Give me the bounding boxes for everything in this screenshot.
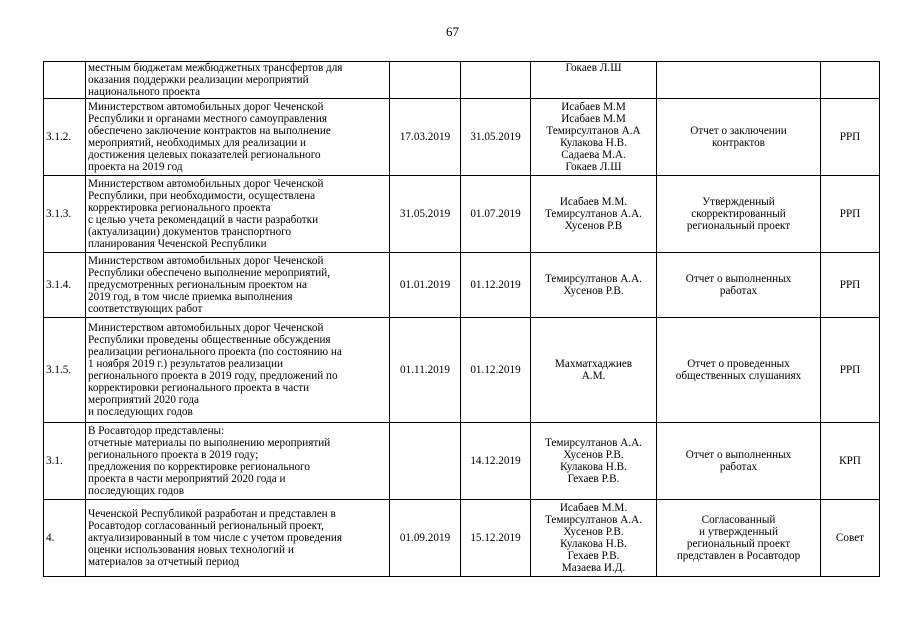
description-line: предусмотренных региональным проектом на <box>88 279 308 291</box>
responsible-name: Исабаев М.М <box>561 113 626 125</box>
description-line: с целью учета рекомендаций в части разработки <box>88 214 319 226</box>
item-number: 3.1.4. <box>44 253 86 318</box>
responsible-persons <box>531 423 657 500</box>
responsible-name: Гехаев Р.В. <box>567 550 620 562</box>
description-line: планирования Чеченской Республики <box>88 238 267 250</box>
responsible-name: Гокаев Л.Ш <box>565 161 622 173</box>
description-line: мероприятий, необходимых для реализации и <box>88 137 306 149</box>
description-line: предложения по корректировке регионального <box>88 461 310 473</box>
responsible-name: Мазаева И.Д. <box>561 562 626 574</box>
description-line: Министерством автомобильных дорог Чеченской <box>88 322 324 334</box>
start-date <box>390 62 461 99</box>
description-line: корректировки регионального проекта в части <box>88 382 310 394</box>
plan-table <box>43 61 880 577</box>
control-level <box>821 62 880 99</box>
responsible-persons <box>531 253 657 318</box>
description-line: (актуализации) документов транспортного <box>88 226 292 238</box>
description-line: обеспечено заключение контрактов на выполнение <box>88 125 331 137</box>
description-line: оказания поддержки реализации мероприятий <box>88 74 309 86</box>
result-line: Отчет о заключении <box>690 125 787 137</box>
description-line: отчетные материалы по выполнению мероприятий <box>88 437 331 449</box>
end-date: 14.12.2019 <box>461 423 531 500</box>
responsible-name: Садаева М.А. <box>561 149 626 161</box>
responsible-name: Кулакова Н.В. <box>560 538 627 550</box>
responsible-name: Хусенов Р.В. <box>563 285 624 297</box>
description-line: регионального проекта в 2019 году, предложений по <box>88 370 338 382</box>
result-line: и утвержденный <box>699 526 778 538</box>
responsible-persons <box>531 318 657 423</box>
control-level: РРП <box>821 99 880 176</box>
item-description <box>86 318 390 423</box>
item-description <box>86 500 390 577</box>
responsible-persons <box>531 99 657 176</box>
item-number: 3.1.5. <box>44 318 86 423</box>
item-number <box>44 62 86 99</box>
description-line: корректировка регионального проекта <box>88 202 271 214</box>
description-line: соответствующих работ <box>88 303 203 315</box>
item-number: 3.1. <box>44 423 86 500</box>
end-date: 01.12.2019 <box>461 318 531 423</box>
item-description <box>86 99 390 176</box>
end-date: 31.05.2019 <box>461 99 531 176</box>
table-row <box>44 253 880 318</box>
responsible-name: Махматхаджиев <box>554 358 633 370</box>
responsible-name: Гехаев Р.В. <box>567 473 620 485</box>
table-row <box>44 318 880 423</box>
control-level: РРП <box>821 318 880 423</box>
responsible-name: Темирсултанов А.А. <box>545 208 642 220</box>
responsible-name: Исабаев М.М <box>561 101 626 113</box>
result-document <box>657 62 821 99</box>
description-line: последующих годов <box>88 485 185 497</box>
responsible-name: Темирсултанов А.А. <box>545 273 642 285</box>
description-line: В Росавтодор представлены: <box>88 425 225 437</box>
item-description <box>86 176 390 253</box>
result-line: Отчет о выполненных <box>685 273 792 285</box>
description-line: Чеченской Республикой разработан и представлен в <box>88 508 336 520</box>
result-document <box>657 253 821 318</box>
result-line: контрактов <box>712 137 765 149</box>
responsible-name: Темирсултанов А.А. <box>545 437 642 449</box>
description-line: национального проекта <box>88 86 201 98</box>
control-level: КРП <box>821 423 880 500</box>
description-line: местным бюджетам межбюджетных трансфертов для <box>88 62 343 74</box>
result-line: работах <box>719 285 758 297</box>
start-date: 01.09.2019 <box>390 500 461 577</box>
description-line: Министерством автомобильных дорог Чеченской <box>88 255 324 267</box>
responsible-persons <box>531 176 657 253</box>
control-level: РРП <box>821 253 880 318</box>
responsible-name: Исабаев М.М. <box>559 196 628 208</box>
table-row <box>44 500 880 577</box>
end-date: 01.12.2019 <box>461 253 531 318</box>
description-line: реализации регионального проекта (по состоянию на <box>88 346 342 358</box>
responsible-name: А.М. <box>581 370 606 382</box>
result-document <box>657 99 821 176</box>
description-line: 2019 год, в том числе приемка выполнения <box>88 291 293 303</box>
item-number: 3.1.2. <box>44 99 86 176</box>
responsible-persons <box>531 62 657 99</box>
responsible-name: Исабаев М.М. <box>559 502 628 514</box>
responsible-name: Гокаев Л.Ш <box>565 62 622 74</box>
start-date: 01.01.2019 <box>390 253 461 318</box>
responsible-name: Кулакова Н.В. <box>560 137 627 149</box>
result-line: работах <box>719 461 758 473</box>
description-line: Министерством автомобильных дорог Чеченской <box>88 101 324 113</box>
result-line: Отчет о проведенных <box>687 358 790 370</box>
responsible-persons <box>531 500 657 577</box>
description-line: мероприятий 2020 года <box>88 394 200 406</box>
description-line: Росавтодор согласованный региональный проект, <box>88 520 324 532</box>
description-line: материалов за отчетный период <box>88 556 240 568</box>
item-description <box>86 253 390 318</box>
page-number: 67 <box>446 24 459 39</box>
end-date: 01.07.2019 <box>461 176 531 253</box>
start-date: 17.03.2019 <box>390 99 461 176</box>
item-description <box>86 423 390 500</box>
control-level: Совет <box>821 500 880 577</box>
result-document <box>657 423 821 500</box>
table-row <box>44 176 880 253</box>
description-line: проекта в части мероприятий 2020 года и <box>88 473 286 485</box>
item-description <box>86 62 390 99</box>
responsible-name: Хусенов Р.В. <box>563 526 624 538</box>
item-number: 3.1.3. <box>44 176 86 253</box>
table-row <box>44 62 880 99</box>
result-line: общественных слушаниях <box>675 370 802 382</box>
description-line: регионального проекта в 2019 году; <box>88 449 259 461</box>
table-row <box>44 423 880 500</box>
result-line: региональный проект <box>686 220 791 232</box>
description-line: достижения целевых показателей регионального <box>88 149 321 161</box>
result-line: представлен в Росавтодор <box>676 550 801 562</box>
result-document <box>657 500 821 577</box>
responsible-name: Темирсултанов А.А <box>546 125 641 137</box>
description-line: актуализированный в том числе с учетом проведения <box>88 532 342 544</box>
result-document <box>657 176 821 253</box>
responsible-name: Кулакова Н.В. <box>560 461 627 473</box>
description-line: и последующих годов <box>88 406 193 418</box>
item-number: 4. <box>44 500 86 577</box>
control-level: РРП <box>821 176 880 253</box>
description-line: проекта на 2019 год <box>88 161 183 173</box>
responsible-name: Хусенов Р.В. <box>563 449 624 461</box>
end-date <box>461 62 531 99</box>
responsible-name: Хусенов Р.В <box>564 220 623 232</box>
result-document <box>657 318 821 423</box>
description-line: Республики обеспечено выполнение мероприятий, <box>88 267 331 279</box>
result-line: Утвержденный <box>702 196 775 208</box>
start-date <box>390 423 461 500</box>
responsible-name: Темирсултанов А.А. <box>545 514 642 526</box>
description-line: Республики проведены общественные обсуждения <box>88 334 331 346</box>
result-line: скорректированный <box>691 208 786 220</box>
description-line: 1 ноября 2019 г.) результатов реализации <box>88 358 283 370</box>
description-line: Республики и органами местного самоуправления <box>88 113 327 125</box>
description-line: Республики, при необходимости, осуществлена <box>88 190 316 202</box>
result-line: Согласованный <box>701 514 776 526</box>
result-line: Отчет о выполненных <box>685 449 792 461</box>
description-line: оценки использования новых технологий и <box>88 544 294 556</box>
table-row <box>44 99 880 176</box>
start-date: 31.05.2019 <box>390 176 461 253</box>
description-line: Министерством автомобильных дорог Чеченской <box>88 178 324 190</box>
result-line: региональный проект <box>686 538 791 550</box>
end-date: 15.12.2019 <box>461 500 531 577</box>
start-date: 01.11.2019 <box>390 318 461 423</box>
